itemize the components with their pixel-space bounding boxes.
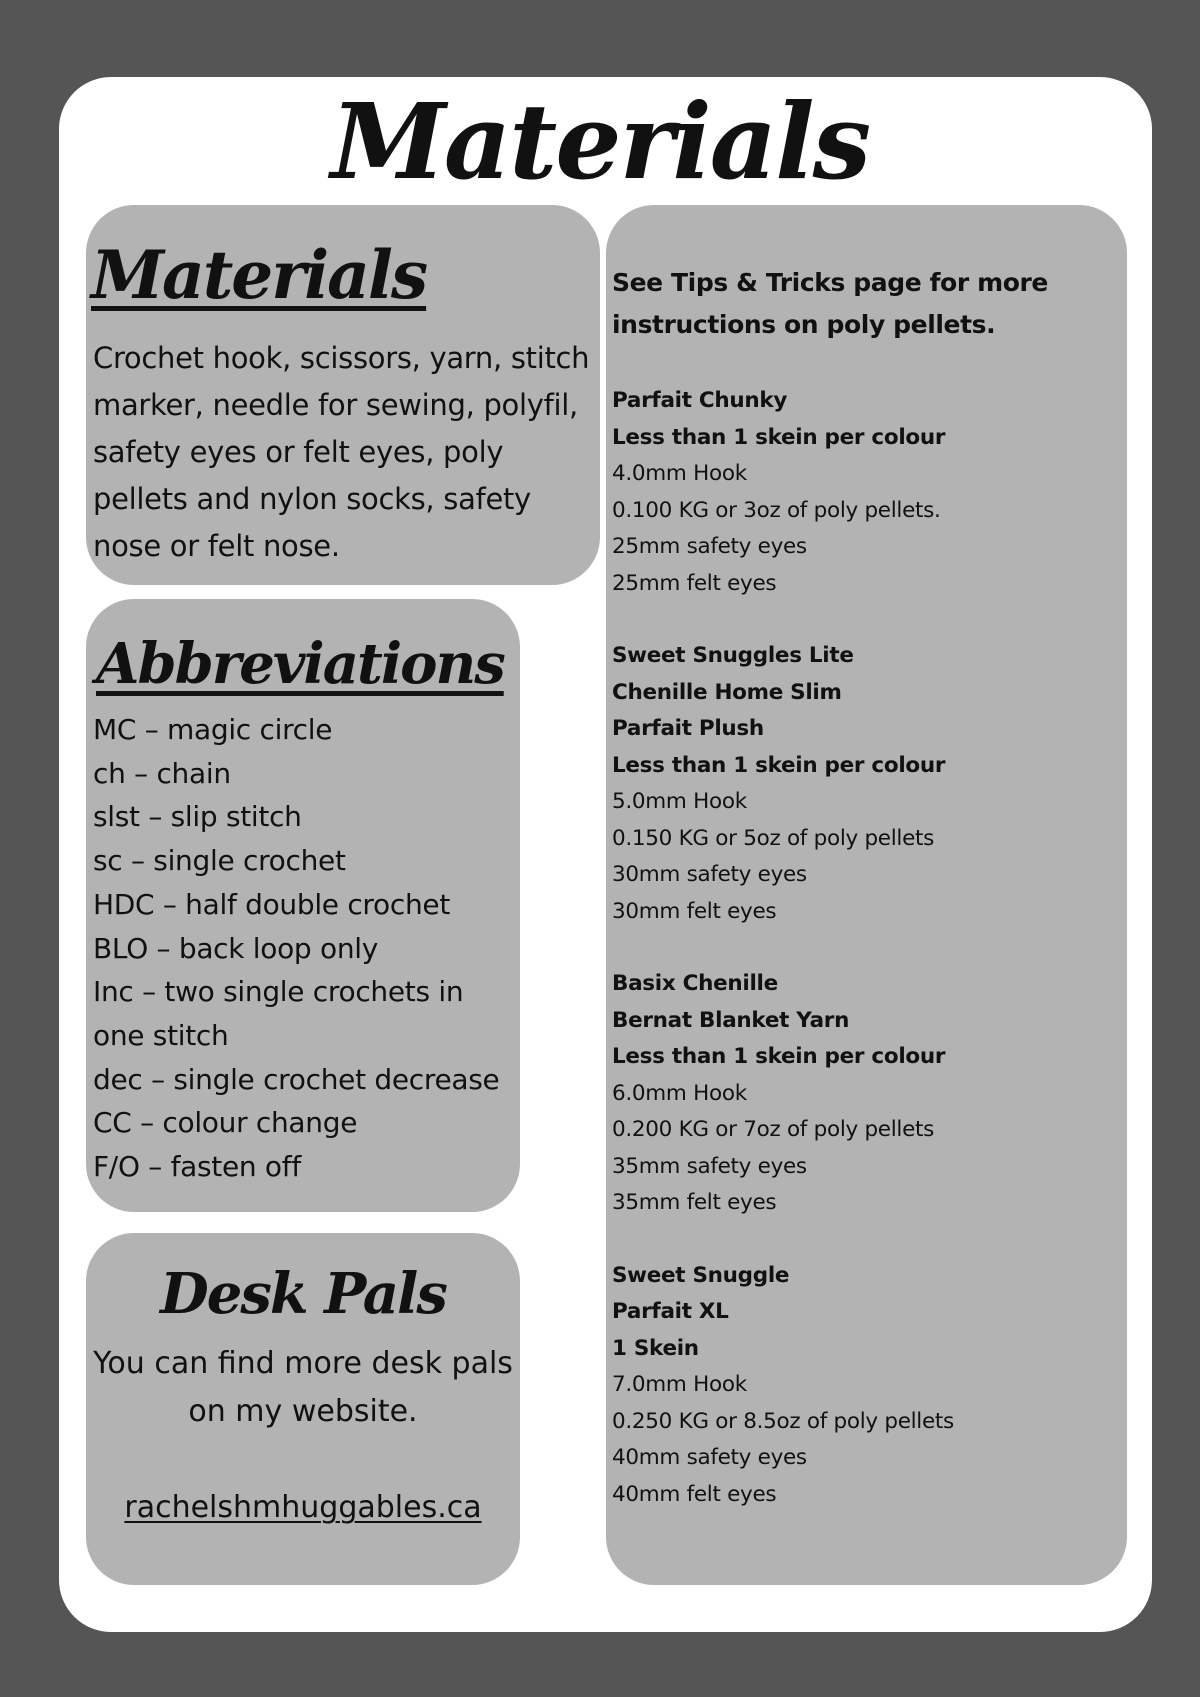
- safety-eyes-size: 35mm safety eyes: [612, 1153, 807, 1179]
- pellet-amount: 0.100 KG or 3oz of poly pellets.: [612, 497, 941, 523]
- pellet-amount: 0.150 KG or 5oz of poly pellets: [612, 825, 935, 851]
- felt-eyes-size: 40mm felt eyes: [612, 1481, 777, 1507]
- abbreviation-item: one stitch: [93, 1018, 229, 1052]
- abbreviations-heading: Abbreviations: [96, 631, 504, 697]
- abbreviations-list: [93, 708, 513, 1189]
- abbreviations-panel: [86, 599, 520, 1212]
- desk-pals-text: You can find more desk pals on my website.: [93, 1346, 513, 1429]
- page-title: Materials: [330, 80, 870, 203]
- pellet-amount: 0.200 KG or 7oz of poly pellets: [612, 1117, 935, 1142]
- yarn-name: Parfait Plush: [612, 716, 764, 741]
- abbreviation-item: MC – magic circle: [93, 713, 333, 746]
- abbreviation-item: sc – single crochet: [93, 844, 346, 878]
- yarn-group: [612, 383, 1122, 602]
- yarn-group: [612, 966, 1122, 1222]
- yarn-amount: Less than 1 skein per colour: [612, 752, 946, 778]
- felt-eyes-size: 30mm felt eyes: [612, 898, 777, 924]
- yarn-amount: Less than 1 skein per colour: [612, 1044, 946, 1069]
- felt-eyes-size: 35mm felt eyes: [612, 1190, 777, 1215]
- materials-panel: [86, 205, 600, 585]
- abbreviation-item: ch – chain: [93, 756, 231, 790]
- yarn-name: Sweet Snuggles Lite: [612, 643, 854, 668]
- abbreviation-item: BLO – back loop only: [93, 931, 379, 965]
- hook-size: 6.0mm Hook: [612, 1080, 747, 1106]
- yarn-amount: Less than 1 skein per colour: [612, 424, 946, 450]
- abbreviation-item: F/O – fasten off: [93, 1150, 301, 1184]
- safety-eyes-size: 40mm safety eyes: [612, 1445, 807, 1470]
- yarn-name: Sweet Snuggle: [612, 1262, 790, 1288]
- abbreviation-item: slst – slip stitch: [93, 800, 302, 834]
- hook-size: 4.0mm Hook: [612, 461, 747, 486]
- yarn-info-panel: [606, 205, 1127, 1585]
- yarn-name: Chenille Home Slim: [612, 679, 842, 705]
- safety-eyes-size: 25mm safety eyes: [612, 534, 807, 559]
- yarn-group: [612, 638, 1122, 930]
- hook-size: 5.0mm Hook: [612, 789, 747, 814]
- website-link[interactable]: rachelshmhuggables.ca: [124, 1490, 482, 1525]
- desk-pals-panel: [86, 1233, 520, 1585]
- abbreviation-item: dec – single crochet decrease: [93, 1062, 500, 1096]
- abbreviation-item: HDC – half double crochet: [93, 887, 451, 921]
- hook-size: 7.0mm Hook: [612, 1372, 747, 1397]
- felt-eyes-size: 25mm felt eyes: [612, 570, 777, 596]
- tips-note: See Tips & Tricks page for more instructions on poly pellets.: [612, 268, 1048, 339]
- yarn-name: Bernat Blanket Yarn: [612, 1007, 850, 1033]
- abbreviation-item: CC – colour change: [93, 1106, 358, 1140]
- materials-heading: Materials: [91, 236, 427, 314]
- yarn-name: Parfait XL: [612, 1299, 729, 1324]
- pellet-amount: 0.250 KG or 8.5oz of poly pellets: [612, 1408, 954, 1434]
- yarn-groups: [612, 383, 1122, 1549]
- safety-eyes-size: 30mm safety eyes: [612, 862, 807, 887]
- yarn-amount: 1 Skein: [612, 1335, 699, 1361]
- yarn-name: Basix Chenille: [612, 971, 778, 996]
- materials-text: Crochet hook, scissors, yarn, stitch marker, needle for sewing, polyfil, safety eyes or felt eyes, poly pellets and nylon socks, safety nose or felt nose.: [93, 341, 590, 563]
- yarn-group: [612, 1258, 1122, 1514]
- yarn-name: Parfait Chunky: [612, 388, 788, 413]
- desk-pals-heading: Desk Pals: [160, 1261, 446, 1327]
- abbreviation-item: Inc – two single crochets in: [93, 975, 464, 1009]
